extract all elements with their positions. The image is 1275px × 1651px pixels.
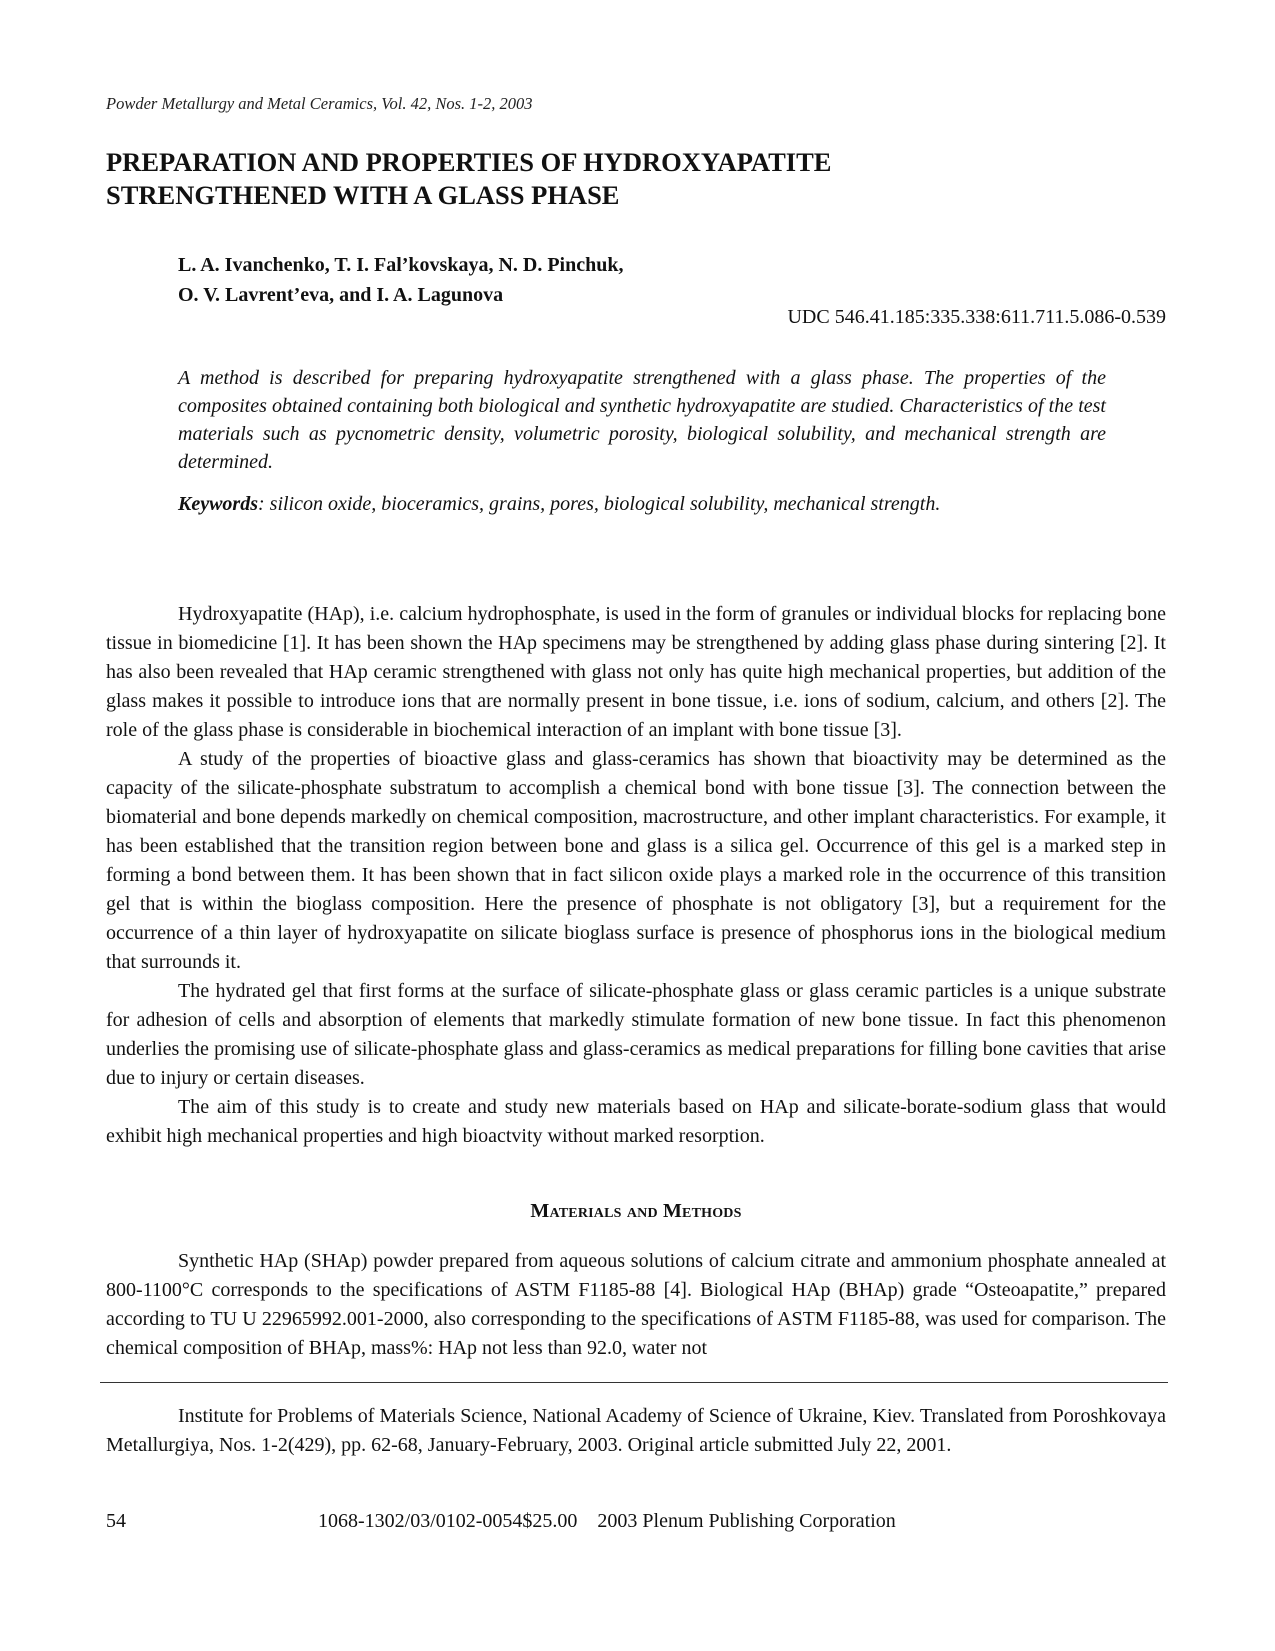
authors-line-1: L. A. Ivanchenko, T. I. Fal’kovskaya, N. D. Pinchuk, — [178, 254, 624, 276]
body-paragraph: A study of the properties of bioactive glass and glass-ceramics has shown that bioactivity may be determined as the capacity of the silicate-phosphate substratum to accomplish a chemical bond with bone tissue [3]. The connection between the biomaterial and bone depends markedly on chemical composition, macrostructure, and other implant characteristics. For example, it has been established that the transition region between bone and glass is a silica gel. Occurrence of this gel is a marked step in forming a bond between them. It has been shown that in fact silicon oxide plays a marked role in the occurrence of this transition gel that is within the bioglass composition. Here the presence of phosphate is not obligatory [3], but a requirement for the occurrence of a thin layer of hydroxyapatite on silicate bioglass surface is presence of phosphorus ions in the biological medium that surrounds it. — [106, 748, 1166, 973]
abstract: A method is described for preparing hydroxyapatite strengthened with a glass phase. The properties of the composites obtained containing both biological and synthetic hydroxyapatite are studied. Characteristics of the test materials such as pycnometric density, volumetric porosity, biological solubility, and mechanical strength are determined. — [178, 367, 1106, 473]
udc-code: UDC 546.41.185:335.338:611.711.5.086-0.539 — [787, 306, 1166, 328]
keywords-label: Keywords — [178, 493, 258, 515]
methods-paragraph: Synthetic HAp (SHAp) powder prepared from aqueous solutions of calcium citrate and ammonium phosphate annealed at 800-1100°C corresponds to the specifications of ASTM F1185-88 [4]. Biological HAp (BHAp) grade “Osteoapatite,” prepared according to TU U 22965992.001-2000, also corresponding to the specifications of ASTM F1185-88, was used for comparison. The chemical composition of BHAp, mass%: HAp not less than 92.0, water not — [106, 1250, 1166, 1359]
section-heading-materials-methods: Materials and Methods — [530, 1200, 742, 1222]
article-title — [106, 146, 1166, 212]
journal-header: Powder Metallurgy and Metal Ceramics, Vol. 42, Nos. 1-2, 2003 — [106, 94, 533, 113]
keywords-text: : silicon oxide, bioceramics, grains, pores, biological solubility, mechanical strength. — [258, 493, 941, 515]
article-title-line-1: PREPARATION AND PROPERTIES OF HYDROXYAPATITE — [106, 147, 832, 177]
keywords — [178, 490, 1106, 518]
body-paragraph: The aim of this study is to create and study new materials based on HAp and silicate-borate-sodium glass that would exhibit high mechanical properties and high bioactvity without marked resorption. — [106, 1096, 1166, 1147]
copyright-line: 1068-1302/03/0102-0054$25.00 2003 Plenum Publishing Corporation — [318, 1510, 896, 1532]
body-paragraph: The hydrated gel that first forms at the surface of silicate-phosphate glass or glass ceramic particles is a unique substrate for adhesion of cells and absorption of elements that markedly stimulate formation of new bone tissue. In fact this phenomenon underlies the promising use of silicate-phosphate glass and glass-ceramics as medical preparations for filling bone cavities that arise due to injury or certain diseases. — [106, 980, 1166, 1089]
author-list — [178, 250, 623, 310]
footnote-divider — [100, 1382, 1168, 1383]
page-number: 54 — [106, 1510, 126, 1532]
methods-body — [106, 1247, 1166, 1363]
introduction-body — [106, 600, 1166, 1151]
authors-line-2: O. V. Lavrent’eva, and I. A. Lagunova — [178, 284, 504, 306]
article-title-line-2: STRENGTHENED WITH A GLASS PHASE — [106, 180, 620, 210]
body-paragraph: Hydroxyapatite (HAp), i.e. calcium hydrophosphate, is used in the form of granules or individual blocks for replacing bone tissue in biomedicine [1]. It has been shown the HAp specimens may be strengthened by adding glass phase during sintering [2]. It has also been revealed that HAp ceramic strengthened with glass not only has quite high mechanical properties, but addition of the glass makes it possible to introduce ions that are normally present in bone tissue, i.e. ions of sodium, calcium, and others [2]. The role of the glass phase is considerable in biochemical interaction of an implant with bone tissue [3]. — [106, 603, 1166, 741]
affiliation-footnote: Institute for Problems of Materials Science, National Academy of Science of Ukraine, Kiev. Translated from Poroshkovaya Metallurgiya, Nos. 1-2(429), pp. 62-68, January-February, 2003. Original article submitted July 22, 2001. — [106, 1405, 1166, 1456]
